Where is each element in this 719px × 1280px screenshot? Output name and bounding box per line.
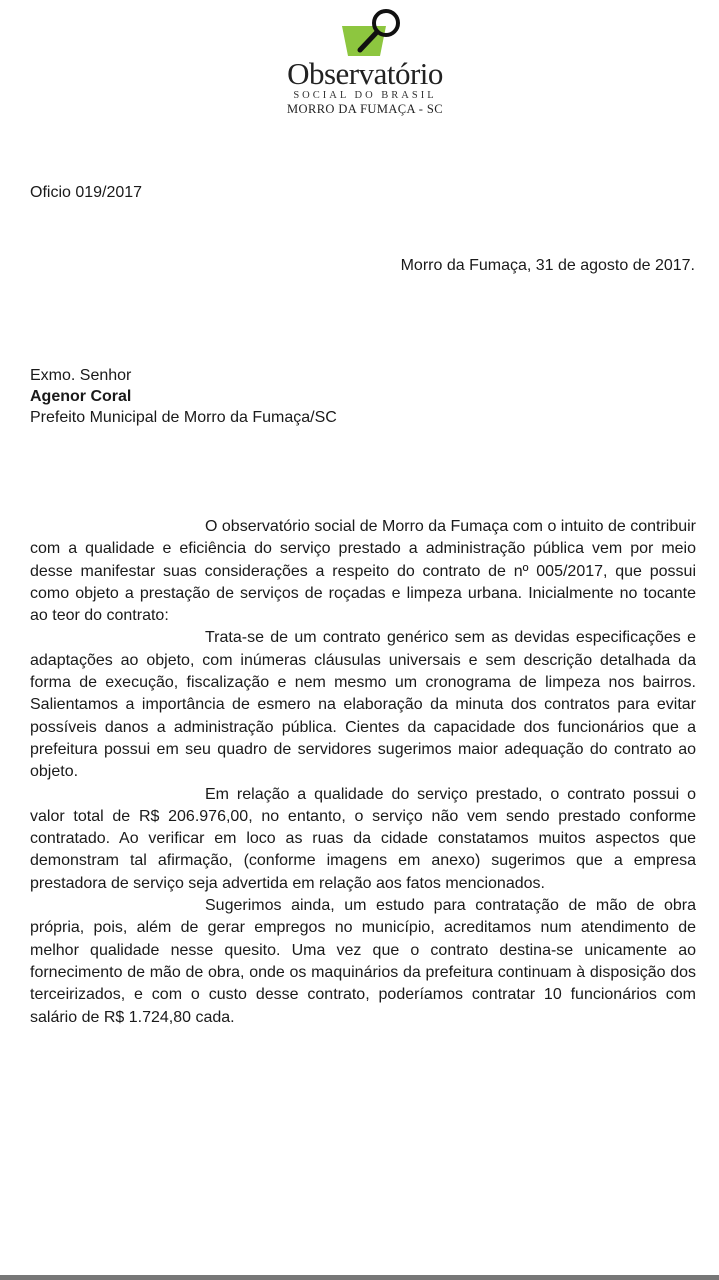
addressee-title: Prefeito Municipal de Morro da Fumaça/SC [30,409,337,426]
oficio-number: Oficio 019/2017 [30,184,143,201]
body-paragraph: Sugerimos ainda, um estudo para contratação de mão de obra própria, pois, além de gerar empregos no município, acreditamos num atendimento de melhor qualidade nesse quesito. Uma vez que o contrato destina-se unicamente ao fornecimento de mão de obra, onde os maquinários da prefeitura continuam à disposição dos terceirizados, e com o custo desse contrato, poderíamos contratar 10 funcionários com salário de R$ 1.724,80 cada. [30,897,696,1026]
letter-date: Morro da Fumaça, 31 de agosto de 2017. [400,257,695,274]
letter-body [30,516,696,1029]
logo-city: MORRO DA FUMAÇA - SC [287,102,443,116]
body-paragraph: O observatório social de Morro da Fumaça com o intuito de contribuir com a qualidade e eficiência do serviço prestado a administração pública vem por meio desse manifestar suas considerações a respeito do contrato de nº 005/2017, que possui como objeto a prestação de serviços de roçadas e limpeza urbana. Inicialmente no tocante ao teor do contrato: [30,518,696,625]
body-paragraph: Em relação a qualidade do serviço prestado, o contrato possui o valor total de R$ 206.976,00, no entanto, o serviço não vem sendo prestado conforme contratado. Ao verificar em loco as ruas da cidade constatamos muitos aspectos que demonstram tal afirmação, (conforme imagens em anexo) sugerimos que a empresa prestadora de serviço seja advertida em relação aos fatos mencionados. [30,785,696,892]
magnifying-glass-icon [340,6,404,58]
addressee-name: Agenor Coral [30,388,132,405]
logo-subtitle: SOCIAL DO BRASIL [293,90,437,101]
observatorio-logo [270,6,460,116]
addressee-block [30,365,337,428]
body-paragraph: Trata-se de um contrato genérico sem as devidas especificações e adaptações ao objeto, com inúmeras cláusulas universais e sem descrição detalhada da forma de execução, fiscalização e nem mesmo um cronograma de limpeza nos bairros. Salientamos a importância de esmero na elaboração da minuta dos contratos para evitar possíveis danos a administração pública. Cientes da capacidade dos funcionários que a prefeitura possui em seu quadro de servidores sugerimos maior adequação do contrato ao objeto. [30,629,696,781]
logo-title: Observatório [287,56,443,91]
bottom-divider [0,1275,719,1280]
salutation: Exmo. Senhor [30,367,132,384]
